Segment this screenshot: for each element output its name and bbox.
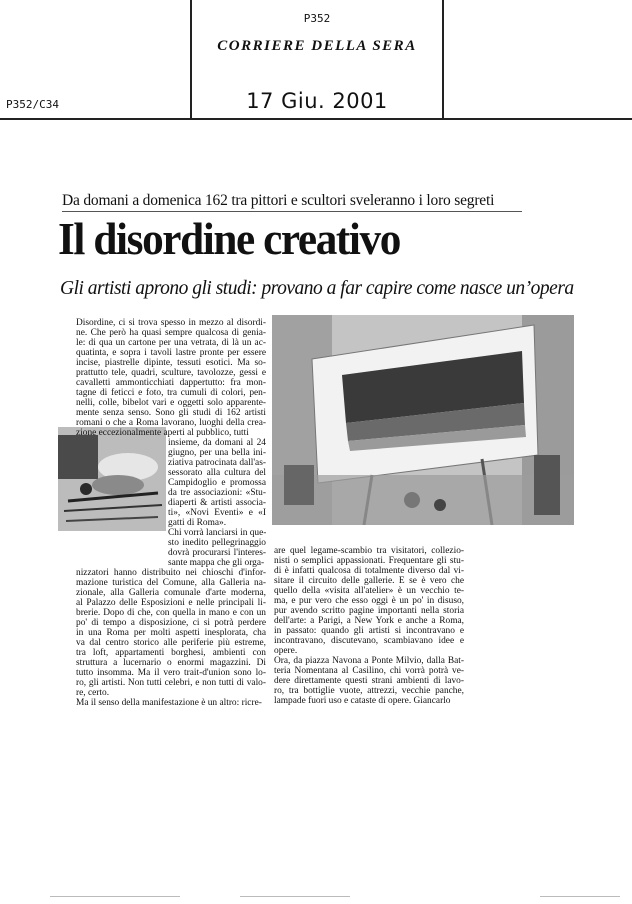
text-line: opere.: [274, 646, 298, 656]
text-line: Chi vorrà lanciarsi in que-: [168, 528, 266, 538]
text-line: quatinta, e sopra i tavoli lastre pronte per essere: [76, 348, 266, 358]
text-line: are quel legame-scambio tra visitatori, collezio-: [274, 546, 464, 556]
text-line: ro, tra bottiglie vuote, attrezzi, vecchie panche,: [274, 686, 464, 696]
text-line: dovrà procurarsi l'interes-: [168, 548, 266, 558]
text-line: struttura a lucernario o enormi magazzini. Di: [76, 658, 266, 668]
text-line: ti», «Novi Eventi» e «I: [168, 508, 266, 518]
text-line: di è infatti qualcosa di totalmente diverso dal vi-: [274, 566, 464, 576]
clipping-code-left: P352/C34: [6, 98, 59, 111]
text-line: gatti di Roma».: [168, 518, 227, 528]
text-line: le: di qua un cartone per una vetrata, di là un ac-: [76, 338, 266, 348]
text-line: Disordine, ci si trova spesso in mezzo al disordi-: [76, 318, 266, 328]
text-line: tra loft, appartamenti borghesi, ambienti con: [76, 648, 266, 658]
text-line: da tre associazioni: «Stu-: [168, 488, 266, 498]
text-line: sitare il circuito delle gallerie. E se è vero che: [274, 576, 464, 586]
text-line: prattutto tele, quadri, sculture, tavolozze, gessi e: [76, 368, 266, 378]
text-line: sessorato alla cultura del: [168, 468, 266, 478]
text-line: cavalletti ammonticchiati dappertutto: fra mon-: [76, 378, 266, 388]
text-line: teria Nomentana al Casilino, chi vorrà potrà ve-: [274, 666, 464, 676]
studio-photo: [272, 315, 574, 525]
newspaper-name: CORRIERE DELLA SERA: [217, 38, 417, 54]
text-line: romani o che a Roma lavorano, luoghi della crea-: [76, 418, 266, 428]
text-line: lampade fuori uso e cataste di opere. Giancarlo: [274, 696, 451, 706]
text-line: brerie. Dopo di che, con quella in mano e con un: [76, 608, 266, 618]
text-line: nelli, colle, bibelot vari e oggetti solo apparente-: [76, 398, 266, 408]
text-line: nisti o semplici appassionati. Frequentare gli stu-: [274, 556, 464, 566]
text-line: mazione turistica del Comune, alla Galleria na-: [76, 578, 266, 588]
text-line: re, certo.: [76, 688, 110, 698]
text-line: incise, piastrelle dipinte, tessuti esotici. Ma so-: [76, 358, 266, 368]
text-line: in passato: quando gli artisti si incontravano e: [274, 626, 464, 636]
text-line: insieme, da domani al 24: [168, 438, 266, 448]
text-line: quello della «visita all'atelier» è un vecchio te-: [274, 586, 464, 596]
text-line: tagne di feticci e foto, tra cumuli di colori, pen-: [76, 388, 266, 398]
text-line: dere direttamente questi strani ambienti di lavo-: [274, 676, 464, 686]
article-subhead: Gli artisti aprono gli studi: provano a far capire come nasce un’opera: [60, 278, 574, 299]
brushes-photo: [58, 427, 166, 531]
text-line: Campidoglio e promossa: [168, 478, 266, 488]
text-line: dell'arte: a Parigi, a New York e anche a Roma,: [274, 616, 464, 626]
text-line: al Palazzo delle Esposizioni e nelle principali li-: [76, 598, 266, 608]
text-line: sto inedito pellegrinaggio: [168, 538, 266, 548]
clipping-date: 17 Giu. 2001: [246, 89, 388, 113]
text-line: po' di tempo a disposizione, ci si potrà perdere: [76, 618, 266, 628]
text-line: incontravano, discutevano, scambiavano idee e: [274, 636, 464, 646]
text-line: Ma il senso della manifestazione è un altro: ricre-: [76, 698, 262, 708]
text-line: ne. Che però ha quasi sempre qualcosa di genia-: [76, 328, 266, 338]
article-kicker: Da domani a domenica 162 tra pittori e scultori sveleranno i loro segreti: [62, 192, 522, 212]
text-line: ziativa patrocinata dall'as-: [168, 458, 266, 468]
text-line: tutto insomma. Ma il vero trait-d'union sono lo-: [76, 668, 266, 678]
text-line: ro, gli artisti. Non tutti celebri, e non tutti di valo-: [76, 678, 266, 688]
text-line: in una Roma per molti aspetti inesplorata, cha: [76, 628, 266, 638]
header-rule: [0, 118, 632, 120]
text-line: zionale, alla Galleria comunale d'arte moderna,: [76, 588, 266, 598]
text-line: sante mappa che gli orga-: [168, 558, 265, 568]
text-line: diaperti & artisti associa-: [168, 498, 266, 508]
scan-specks: [0, 886, 632, 890]
article-headline: Il disordine creativo: [58, 213, 400, 264]
text-line: zione eccezionalmente aperti al pubblico, tutti: [76, 428, 249, 438]
text-line: Ora, da piazza Navona a Ponte Milvio, dalla Bat-: [274, 656, 464, 666]
brushes-photo-drawing: [58, 427, 166, 531]
scan-specks-drawing: [0, 895, 632, 899]
text-line: mente senza senso. Sono gli studi di 162 artisti: [76, 408, 266, 418]
text-line: va dal centro storico alle periferie più estreme,: [76, 638, 266, 648]
studio-photo-drawing: [272, 315, 574, 525]
clipping-code-top: P352: [303, 12, 331, 25]
text-line: nizzatori hanno distribuito nei chioschi d'infor-: [76, 568, 266, 578]
text-line: ma, e pur vero che esso oggi è un po' in disuso,: [274, 596, 464, 606]
text-line: giugno, per una bella ini-: [168, 448, 266, 458]
text-line: pur avendo scritto pagine importanti nella storia: [274, 606, 464, 616]
